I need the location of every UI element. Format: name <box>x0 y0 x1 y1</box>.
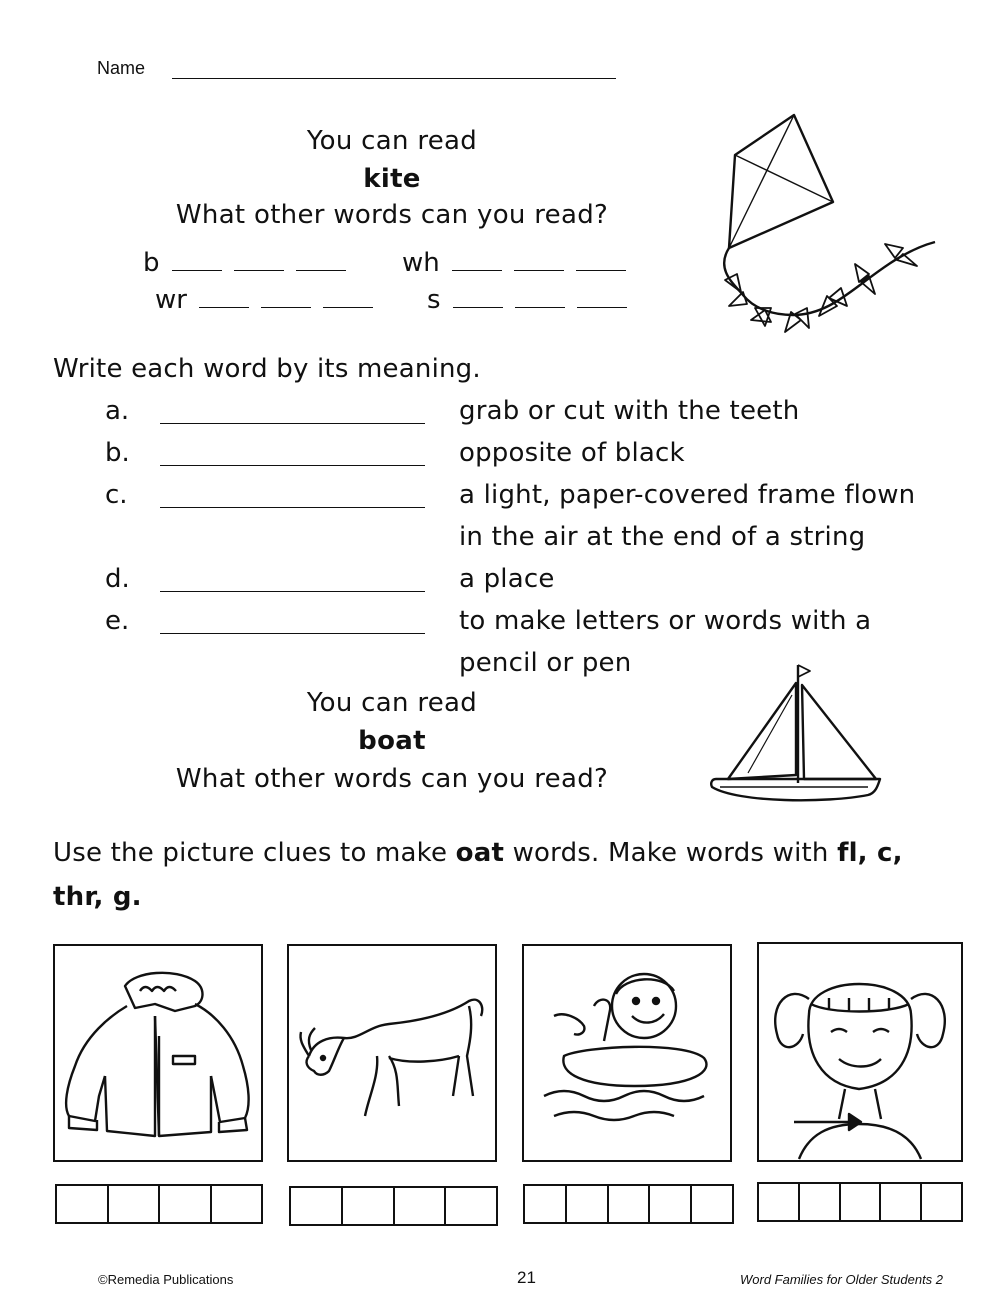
letter-box[interactable] <box>841 1184 882 1220</box>
letter-blank[interactable] <box>514 248 564 271</box>
item-letter-c: c. <box>105 480 128 510</box>
publisher-credit: ©Remedia Publications <box>98 1272 234 1287</box>
letter-box[interactable] <box>446 1188 496 1224</box>
letter-box[interactable] <box>57 1186 109 1222</box>
answer-line-d[interactable] <box>160 591 425 592</box>
letter-box[interactable] <box>567 1186 609 1222</box>
letter-box[interactable] <box>922 1184 961 1220</box>
floating-boy-icon <box>524 946 730 1160</box>
jacket-icon <box>55 946 261 1160</box>
name-label: Name <box>97 58 146 78</box>
item-letter-a: a. <box>105 396 130 426</box>
name-field[interactable] <box>172 78 616 79</box>
oat-instruction-line1 <box>53 838 983 868</box>
letter-box[interactable] <box>291 1188 343 1224</box>
answer-boxes-2[interactable] <box>289 1186 498 1226</box>
answer-line-e[interactable] <box>160 633 425 634</box>
letter-blank[interactable] <box>576 248 626 271</box>
letter-box[interactable] <box>343 1188 395 1224</box>
definition-d: a place <box>459 564 555 594</box>
blank-row-wr <box>155 285 373 315</box>
definition-e-line2: pencil or pen <box>459 648 632 678</box>
letter-box[interactable] <box>800 1184 841 1220</box>
letter-blank[interactable] <box>515 285 565 308</box>
page-number: 21 <box>517 1268 536 1287</box>
letter-box[interactable] <box>881 1184 922 1220</box>
letter-box[interactable] <box>525 1186 567 1222</box>
prefix-wr: wr <box>155 285 187 315</box>
prefix-s: s <box>427 285 441 315</box>
letter-blank[interactable] <box>296 248 346 271</box>
answer-boxes-1[interactable] <box>55 1184 263 1224</box>
kite-question: What other words can you read? <box>175 200 609 230</box>
letter-box[interactable] <box>109 1186 161 1222</box>
blank-row-wh <box>402 248 626 278</box>
sailboat-icon <box>708 655 883 805</box>
letter-blank[interactable] <box>199 285 249 308</box>
picture-box-4 <box>757 942 963 1162</box>
picture-box-3 <box>522 944 732 1162</box>
definition-e-line1: to make letters or words with a <box>459 606 872 636</box>
letter-box[interactable] <box>759 1184 800 1220</box>
letter-blank[interactable] <box>577 285 627 308</box>
letter-blank[interactable] <box>172 248 222 271</box>
blank-row-b <box>143 248 346 278</box>
instr-text-2: words. Make words with <box>504 838 838 868</box>
prefix-b: b <box>143 248 160 278</box>
letter-box[interactable] <box>212 1186 262 1222</box>
answer-line-a[interactable] <box>160 423 425 424</box>
answer-line-c[interactable] <box>160 507 425 508</box>
instr-bold-oat: oat <box>455 838 505 868</box>
instr-bold-letters: fl, c, <box>837 838 903 868</box>
boat-intro: You can read <box>306 688 478 718</box>
letter-blank[interactable] <box>453 285 503 308</box>
instr-text-1: Use the picture clues to make <box>53 838 456 868</box>
item-letter-d: d. <box>105 564 130 594</box>
answer-boxes-3[interactable] <box>523 1184 734 1224</box>
letter-blank[interactable] <box>261 285 311 308</box>
answer-boxes-4[interactable] <box>757 1182 963 1222</box>
definitions-instruction: Write each word by its meaning. <box>53 354 481 384</box>
goat-icon <box>289 946 495 1160</box>
kite-intro: You can read <box>306 126 478 156</box>
letter-box[interactable] <box>160 1186 212 1222</box>
item-letter-e: e. <box>105 606 130 636</box>
picture-box-1 <box>53 944 263 1162</box>
boat-question: What other words can you read? <box>175 764 609 794</box>
letter-box[interactable] <box>692 1186 732 1222</box>
kite-word: kite <box>363 164 421 194</box>
boat-word: boat <box>358 726 426 756</box>
oat-instruction-line2: thr, g. <box>53 882 142 912</box>
book-title: Word Families for Older Students 2 <box>740 1272 944 1287</box>
definition-c-line1: a light, paper-covered frame flown <box>459 480 916 510</box>
letter-box[interactable] <box>395 1188 447 1224</box>
answer-line-b[interactable] <box>160 465 425 466</box>
definition-b: opposite of black <box>459 438 685 468</box>
item-letter-b: b. <box>105 438 130 468</box>
prefix-wh: wh <box>402 248 440 278</box>
letter-box[interactable] <box>609 1186 651 1222</box>
blank-row-s <box>427 285 627 315</box>
letter-box[interactable] <box>650 1186 692 1222</box>
letter-blank[interactable] <box>234 248 284 271</box>
kite-icon <box>715 110 945 345</box>
letter-blank[interactable] <box>323 285 373 308</box>
girl-throat-icon <box>759 944 961 1160</box>
definition-a: grab or cut with the teeth <box>459 396 800 426</box>
picture-box-2 <box>287 944 497 1162</box>
definition-c-line2: in the air at the end of a string <box>459 522 866 552</box>
letter-blank[interactable] <box>452 248 502 271</box>
